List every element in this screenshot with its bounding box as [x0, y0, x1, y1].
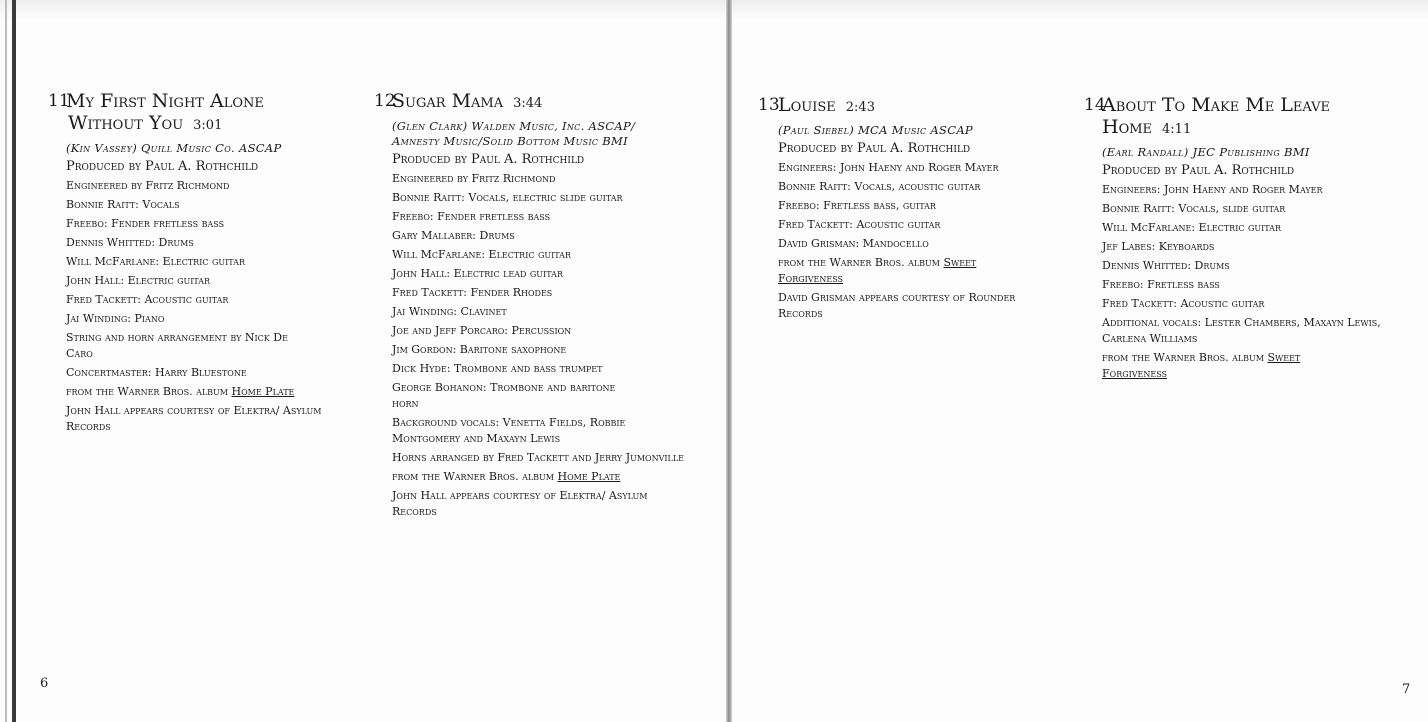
credit-line: Fred Tackett: Fender Rhodes: [392, 286, 553, 299]
publishing-info: Amnesty Music/Solid Bottom Music BMI: [392, 134, 628, 148]
album-reference: from the Warner Bros. album Home Plate: [66, 385, 295, 398]
publishing-info: (Glen Clark) Walden Music, Inc. ASCAP/: [392, 119, 636, 133]
credit-line: John Hall: Electric guitar: [66, 274, 211, 287]
page-top-shadow: [0, 0, 1428, 20]
credit-line: Jai Winding: Clavinet: [392, 305, 507, 318]
album-title: Sweet Forgiveness: [1102, 351, 1301, 380]
credit-line: Dick Hyde: Trombone and bass trumpet: [392, 362, 603, 375]
credit-line: Engineered by Fritz Richmond: [392, 172, 556, 185]
credit-line: Additional vocals: Lester Chambers, Maxayn Lewis, Carlena Williams: [1102, 316, 1381, 345]
credit-line: Bonnie Raitt: Vocals: [66, 198, 180, 211]
track-duration: 2:43: [845, 100, 875, 115]
credit-line: Dennis Whitted: Drums: [1102, 259, 1230, 272]
album-reference: from the Warner Bros. album Sweet Forgiveness: [778, 256, 977, 285]
credit-line: Freebo: Fender fretless bass: [392, 210, 551, 223]
publishing-info: (Paul Siebel) MCA Music ASCAP: [778, 123, 973, 137]
credit-line: Will McFarlane: Electric guitar: [66, 255, 245, 268]
track-duration: 4:11: [1162, 122, 1192, 137]
credit-line: Will McFarlane: Electric guitar: [392, 248, 571, 261]
track-duration: 3:01: [193, 118, 223, 133]
credit-line: Jef Labes: Keyboards: [1102, 240, 1215, 253]
credit-line: Engineers: John Haeny and Roger Mayer: [1102, 183, 1323, 196]
credit-line: Produced by Paul A. Rothchild: [778, 141, 971, 156]
credit-line: Engineers: John Haeny and Roger Mayer: [778, 161, 999, 174]
track-title-continued: Without You 3:01: [68, 112, 223, 134]
credit-line: Produced by Paul A. Rothchild: [66, 159, 259, 174]
booklet-outer-edge: [5, 0, 7, 722]
album-reference: from the Warner Bros. album Sweet Forgiveness: [1102, 351, 1301, 380]
credit-line: Background vocals: Venetta Fields, Robbie Montgomery and Maxayn Lewis: [392, 416, 626, 445]
credit-line: Produced by Paul A. Rothchild: [1102, 163, 1295, 178]
credit-line: Bonnie Raitt: Vocals, electric slide guitar: [392, 191, 623, 204]
album-title: Home Plate: [557, 470, 621, 483]
credit-line: Jai Winding: Piano: [66, 312, 165, 325]
album-title: Home Plate: [231, 385, 295, 398]
credit-line: George Bohanon: Trombone and baritone horn: [392, 381, 616, 410]
track-number: 13: [758, 95, 780, 115]
credit-line: Will McFarlane: Electric guitar: [1102, 221, 1281, 234]
track-title-continued: Home 4:11: [1102, 116, 1192, 138]
track-title: About To Make Me Leave: [1102, 94, 1331, 116]
credit-line: Bonnie Raitt: Vocals, slide guitar: [1102, 202, 1286, 215]
track-12-block: [374, 90, 704, 520]
credit-line: String and horn arrangement by Nick De Caro: [66, 331, 288, 360]
courtesy-note: John Hall appears courtesy of Elektra/ Asylum Records: [66, 404, 322, 433]
credit-line: Engineered by Fritz Richmond: [66, 179, 230, 192]
track-title: Louise 2:43: [778, 94, 875, 116]
track-14-block: [1084, 90, 1414, 382]
publishing-info: (Kin Vassey) Quill Music Co. ASCAP: [66, 141, 282, 155]
album-title: Sweet Forgiveness: [778, 256, 977, 285]
track-duration: 3:44: [513, 96, 543, 111]
credit-line: Gary Mallaber: Drums: [392, 229, 515, 242]
courtesy-note: David Grisman appears courtesy of Rounder Records: [778, 291, 1016, 320]
credit-line: John Hall: Electric lead guitar: [392, 267, 563, 280]
courtesy-note: John Hall appears courtesy of Elektra/ Asylum Records: [392, 489, 648, 518]
credit-line: Fred Tackett: Acoustic guitar: [778, 218, 941, 231]
album-reference: from the Warner Bros. album Home Plate: [392, 470, 621, 483]
credit-line: Produced by Paul A. Rothchild: [392, 152, 585, 167]
credit-line: Fred Tackett: Acoustic guitar: [66, 293, 229, 306]
credit-line: Fred Tackett: Acoustic guitar: [1102, 297, 1265, 310]
credit-line: David Grisman: Mandocello: [778, 237, 929, 250]
credit-line: Freebo: Fender fretless bass: [66, 217, 225, 230]
track-11-block: [48, 90, 378, 435]
track-title: Sugar Mama 3:44: [392, 90, 543, 112]
credit-line: Freebo: Fretless bass, guitar: [778, 199, 936, 212]
track-number: 14: [1084, 95, 1106, 115]
track-number: 11: [48, 91, 70, 111]
page-number-left: 6: [40, 676, 49, 691]
track-number: 12: [374, 91, 396, 111]
credit-line: Joe and Jeff Porcaro: Percussion: [392, 324, 572, 337]
credit-line: Dennis Whitted: Drums: [66, 236, 194, 249]
credit-line: Bonnie Raitt: Vocals, acoustic guitar: [778, 180, 981, 193]
booklet-spine-fold: [726, 0, 732, 722]
credit-line: Freebo: Fretless bass: [1102, 278, 1220, 291]
track-title: My First Night Alone: [66, 90, 264, 112]
credit-line: Horns arranged by Fred Tackett and Jerry Jumonville: [392, 451, 685, 464]
page-number-right: 7: [1402, 682, 1411, 697]
credit-line: Jim Gordon: Baritone saxophone: [392, 343, 567, 356]
track-13-block: [758, 90, 1088, 322]
publishing-info: (Earl Randall) JEC Publishing BMI: [1102, 145, 1310, 159]
credit-line: Concertmaster: Harry Bluestone: [66, 366, 247, 379]
booklet-left-binding: [12, 0, 16, 722]
